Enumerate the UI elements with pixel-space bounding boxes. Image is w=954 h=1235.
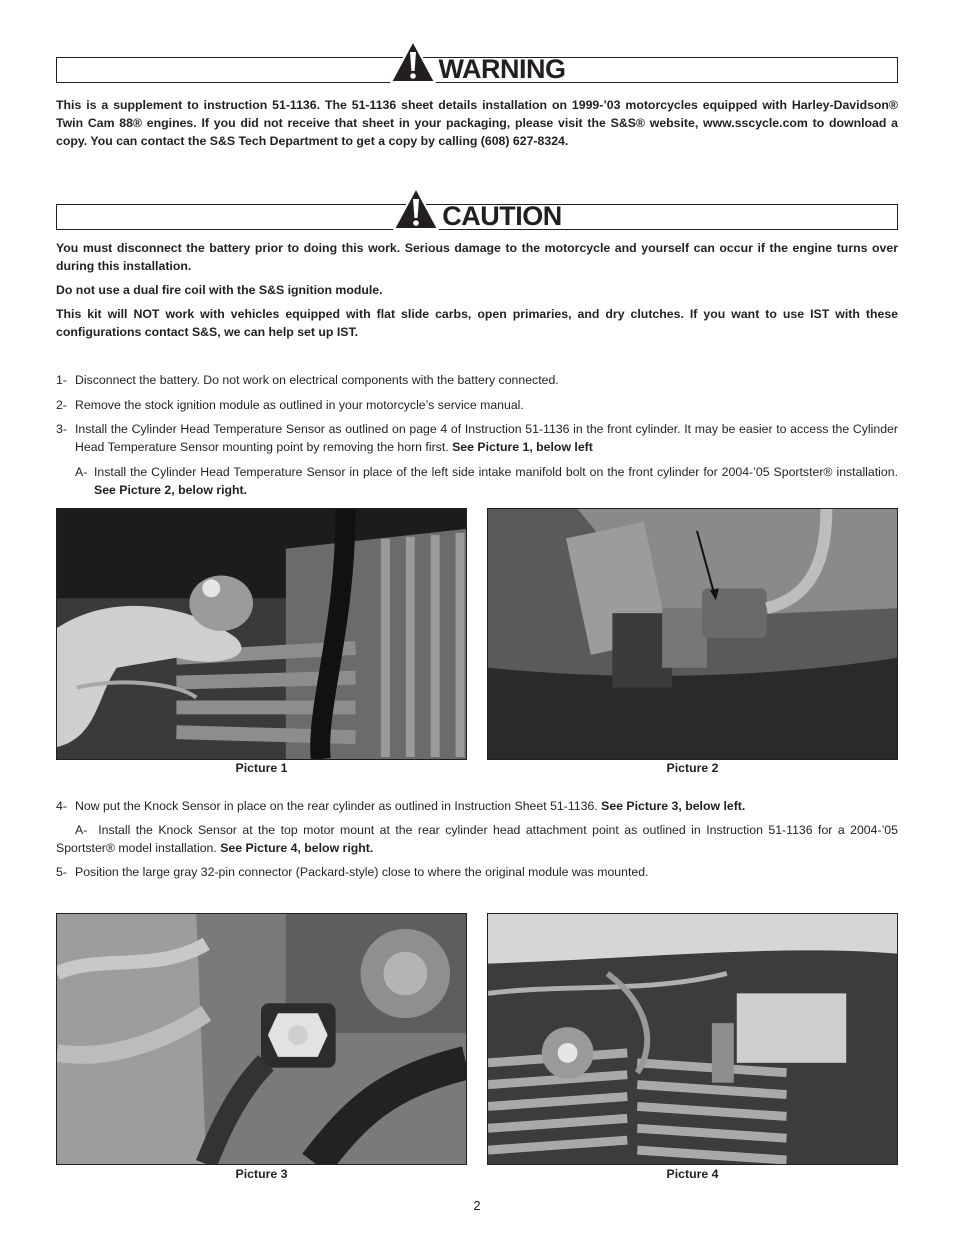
engine-hand-sensor-image bbox=[57, 509, 466, 759]
step-number: 5- bbox=[56, 865, 67, 879]
step-picture-reference: See Picture 3, below left. bbox=[601, 799, 746, 813]
step-body: Now put the Knock Sensor in place on the rear cylinder as outlined in Instruction Sheet 51-1136. bbox=[75, 799, 602, 813]
step-number: A- bbox=[75, 465, 88, 479]
caution-triangle-icon bbox=[392, 187, 440, 231]
step-text: Position the large gray 32-pin connector (Packard-style) close to where the original module was mounted. bbox=[75, 865, 649, 879]
caution-paragraph-2: Do not use a dual fire coil with the S&S ignition module. bbox=[56, 283, 383, 297]
step-number: A- bbox=[75, 823, 88, 837]
step-text bbox=[94, 463, 898, 499]
picture-4-photo bbox=[487, 913, 898, 1165]
step-5 bbox=[56, 863, 898, 881]
caution-paragraph-3: This kit will NOT work with vehicles equipped with flat slide carbs, open primaries, and dry clutches. If you want to use IST with these configurations contact S&S, we can help set up IST. bbox=[56, 307, 898, 339]
step-text bbox=[75, 797, 898, 815]
step-4 bbox=[56, 797, 898, 815]
page-number: 2 bbox=[473, 1198, 481, 1213]
step-number: 2- bbox=[56, 398, 67, 412]
knock-sensor-motor-mount-image bbox=[488, 914, 897, 1164]
step-1 bbox=[56, 371, 898, 389]
warning-banner bbox=[56, 54, 898, 84]
step-body: Install the Knock Sensor at the top motor mount at the rear cylinder head attachment point as outlined in Instruction 51-1136 for a 2004-’05 Sportster® model installation. bbox=[56, 823, 898, 855]
knock-sensor-rear-cylinder-image bbox=[57, 914, 466, 1164]
picture-2-photo bbox=[487, 508, 898, 760]
step-body: Install the Cylinder Head Temperature Sensor in place of the left side intake manifold bolt on the front cylinder for 2004-’05 Sportster® installation. bbox=[94, 465, 898, 479]
step-picture-reference: See Picture 4, below right. bbox=[220, 841, 374, 855]
picture-4-caption: Picture 4 bbox=[666, 1167, 719, 1181]
caution-banner bbox=[56, 201, 898, 231]
caution-paragraph-1: You must disconnect the battery prior to doing this work. Serious damage to the motorcycle and yourself can occur if the engine turns over during this installation. bbox=[56, 241, 898, 273]
step-picture-reference: See Picture 1, below left bbox=[452, 440, 593, 454]
step-picture-reference: See Picture 2, below right. bbox=[94, 483, 248, 497]
step-3 bbox=[56, 420, 898, 456]
warning-title: WARNING bbox=[438, 54, 566, 84]
picture-1-caption: Picture 1 bbox=[235, 761, 288, 775]
warning-text: This is a supplement to instruction 51-1136. The 51-1136 sheet details installation on 1999-’03 motorcycles equipped with Harley-Davidson® Twin Cam 88® engines. If you did not receive that sheet in your packaging, please visit the S&S® website, www.sscycle.com to download a copy. You can contact the S&S Tech Department to get a copy by calling (608) 627-8324. bbox=[56, 98, 898, 148]
picture-3-caption: Picture 3 bbox=[235, 1167, 288, 1181]
picture-3-photo bbox=[56, 913, 467, 1165]
step-body: Install the Cylinder Head Temperature Sensor as outlined on page 4 of Instruction 51-1136 in the front cylinder. It may be easier to access the Cylinder Head Temperature Sensor mounting point by removing the horn first. bbox=[75, 422, 898, 454]
picture-1-photo bbox=[56, 508, 467, 760]
step-number: 4- bbox=[56, 799, 67, 813]
intake-bolt-sensor-image bbox=[488, 509, 897, 759]
step-text: Disconnect the battery. Do not work on electrical components with the battery connected. bbox=[75, 373, 559, 387]
step-number: 1- bbox=[56, 373, 67, 387]
step-3a bbox=[75, 463, 898, 499]
step-4a bbox=[56, 821, 898, 857]
step-text bbox=[75, 420, 898, 456]
step-text: Remove the stock ignition module as outlined in your motorcycle’s service manual. bbox=[75, 398, 524, 412]
picture-2-caption: Picture 2 bbox=[666, 761, 719, 775]
warning-triangle-icon bbox=[389, 40, 437, 84]
step-2 bbox=[56, 396, 898, 414]
caution-title: CAUTION bbox=[442, 201, 562, 231]
step-number: 3- bbox=[56, 422, 67, 436]
